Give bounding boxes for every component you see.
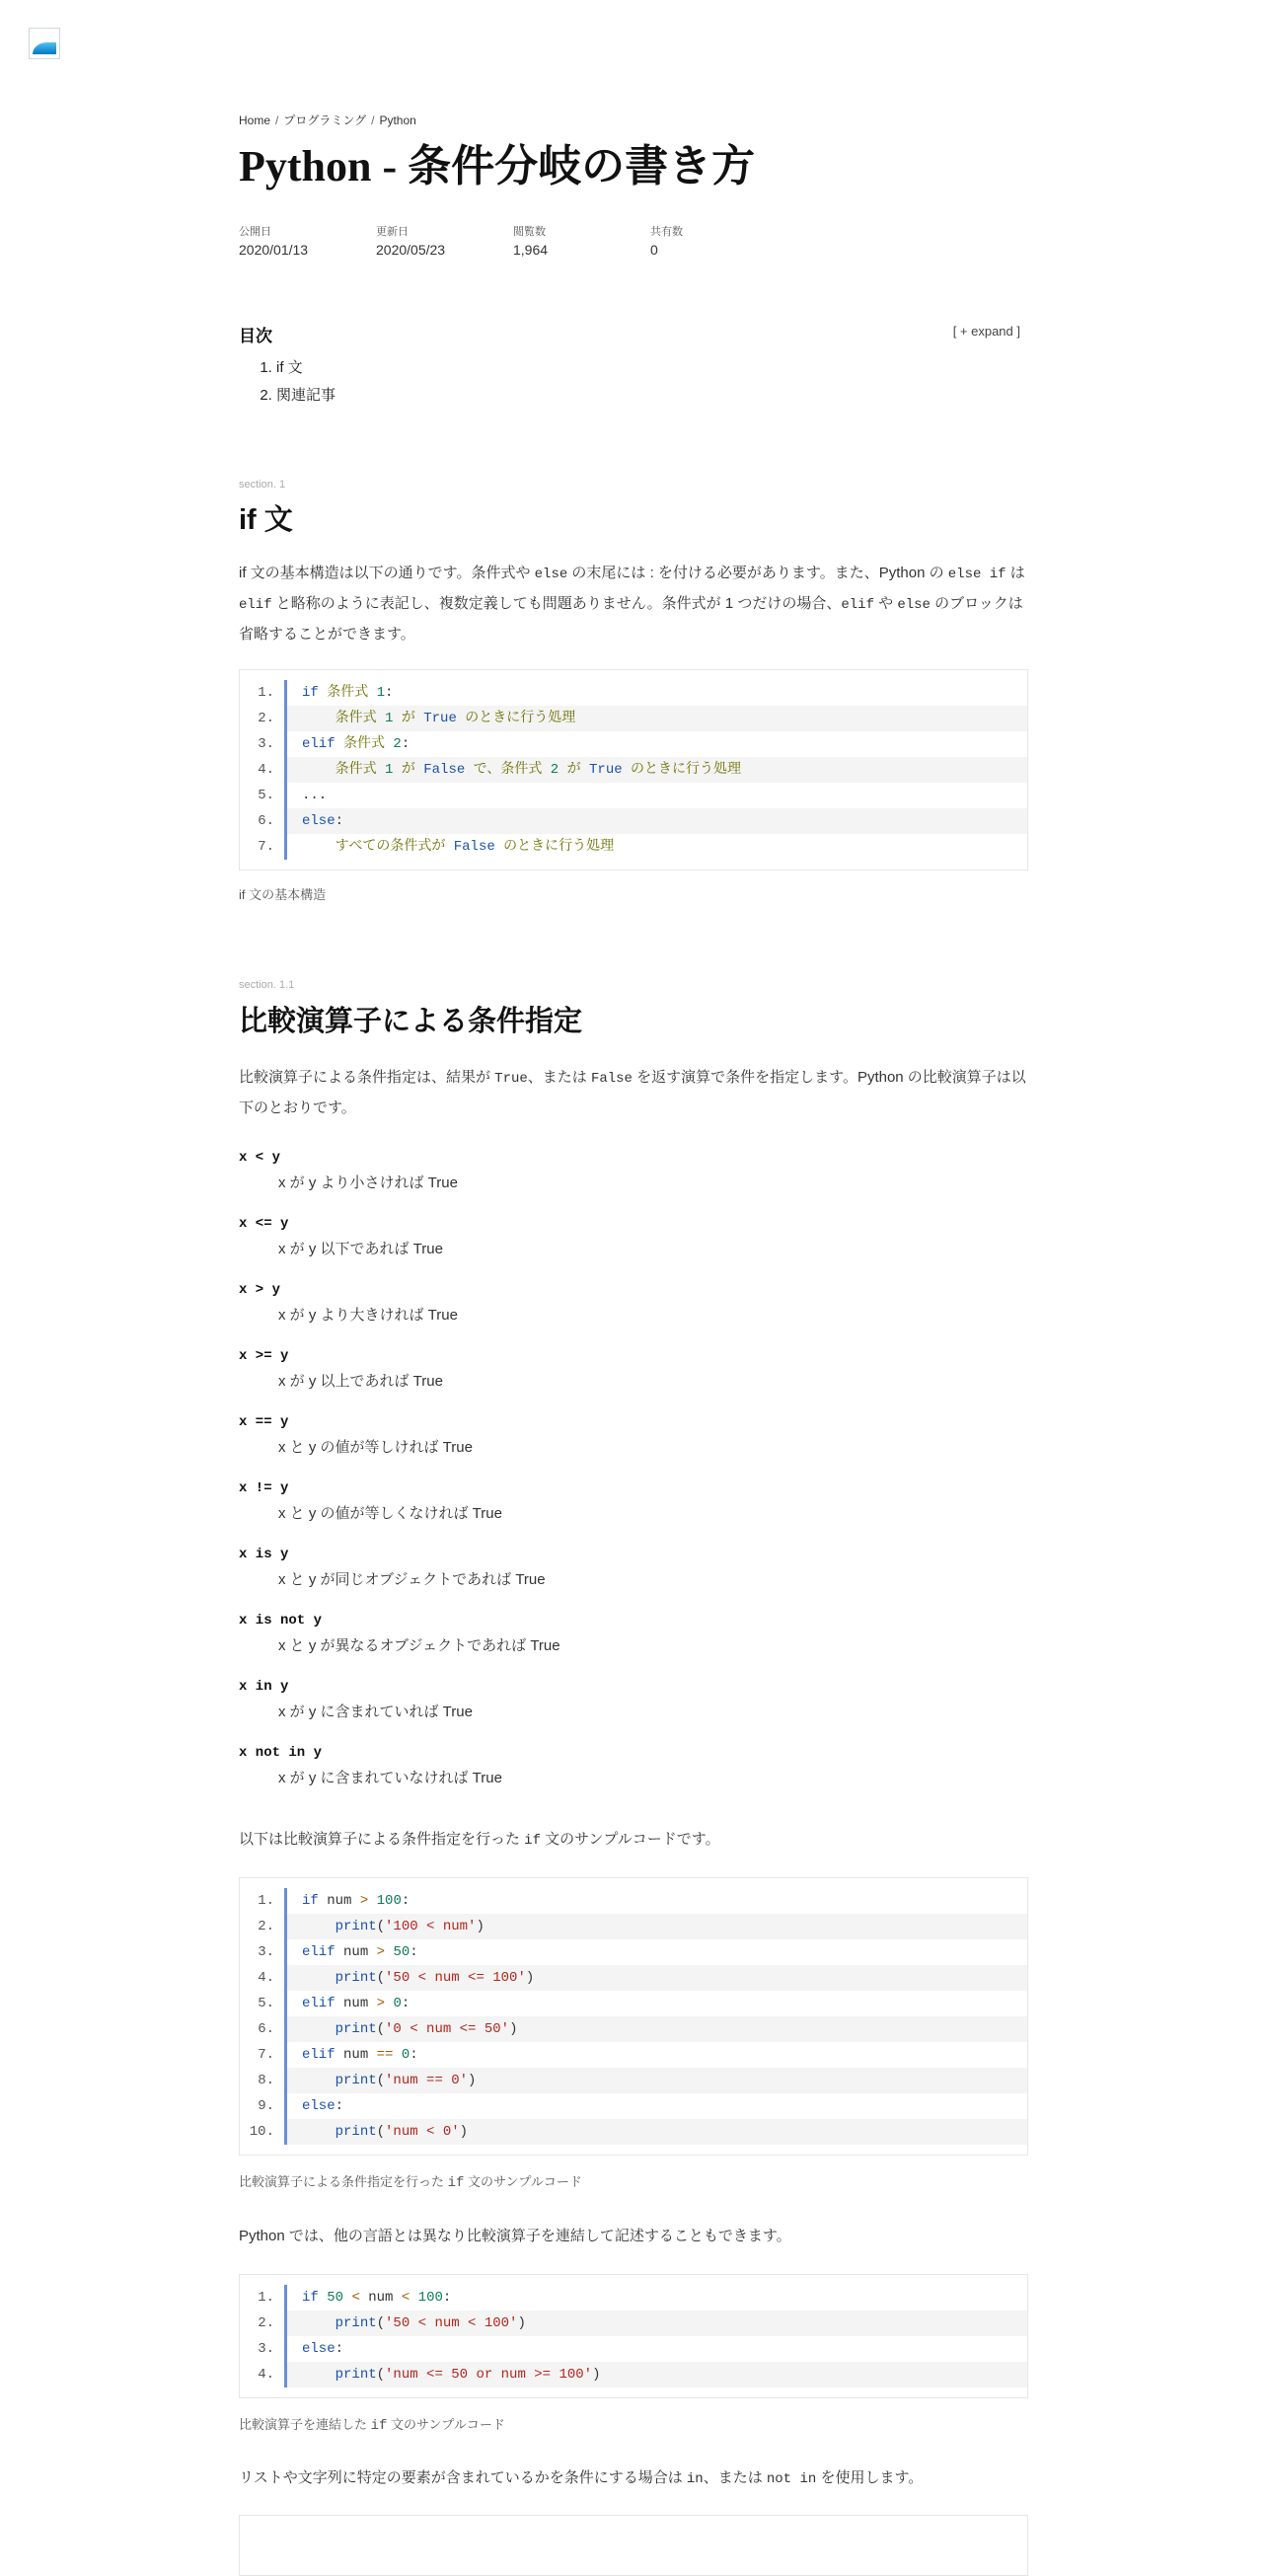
code-token: 1 [376, 685, 386, 701]
section-label: section. 1 [239, 479, 286, 491]
code-token [302, 2315, 335, 2331]
code-token [393, 711, 401, 726]
text-run: や [873, 595, 898, 612]
code-token: True [589, 762, 623, 778]
code-token: < [401, 2290, 410, 2306]
code-text [287, 2285, 1027, 2311]
code-token [495, 839, 503, 855]
meta-views-label: 閲覧数 [513, 226, 546, 238]
operator-list [239, 1145, 1028, 1791]
text-run: 、または [527, 1069, 591, 1086]
code-token [581, 762, 589, 778]
code-token: num [318, 1893, 360, 1909]
code-token [393, 762, 401, 778]
code-token: print [335, 2124, 377, 2140]
text-run: 文のサンプルコードです。 [540, 1831, 720, 1848]
inline-code: False [590, 1071, 633, 1087]
text-run: と略称のように表記し、複数定義しても問題ありません。条件式が 1 つだけの場合、 [271, 595, 842, 612]
code-line [240, 1965, 1027, 1991]
code-token: のときに行う処理 [631, 762, 742, 778]
code-token: ( [376, 2021, 386, 2037]
code-caption [239, 2171, 582, 2191]
code-token: else [302, 2098, 335, 2114]
code-line [240, 2311, 1027, 2336]
code-token: else [302, 2341, 335, 2357]
inline-code: not in [766, 2471, 817, 2487]
inline-code: if [370, 2418, 388, 2434]
code-token: if [302, 685, 319, 701]
code-token [302, 2367, 335, 2383]
table-of-contents [239, 322, 1028, 410]
code-token: ( [376, 1970, 386, 1986]
text-run: 比較演算子を連結した [239, 2417, 371, 2432]
text-run: Python では、他の言語とは異なり比較演算子を連結して記述することもできます。 [239, 2228, 791, 2244]
code-token [465, 762, 473, 778]
code-text [287, 731, 1027, 757]
code-token: if [302, 1893, 319, 1909]
meta-updated-value: 2020/05/23 [376, 242, 446, 258]
code-text [287, 2093, 1027, 2119]
code-token: > [359, 1893, 369, 1909]
code-token [302, 711, 335, 726]
code-line [240, 1939, 1027, 1965]
code-token: ( [376, 1919, 386, 1934]
toc-item-related[interactable]: 2. 関連記事 [276, 382, 1028, 410]
code-token: が [401, 711, 415, 726]
code-token: if [302, 2290, 319, 2306]
line-number: 3. [240, 1939, 287, 1965]
operator-description: x と y が異なるオブジェクトであれば True [278, 1637, 560, 1654]
section-label: section. 1.1 [239, 979, 295, 991]
code-token: elif [302, 1944, 335, 1960]
text-run: リストや文字列に特定の要素が含まれているかを条件にする場合は [239, 2469, 687, 2486]
code-line [240, 834, 1027, 860]
code-token: 1 [385, 711, 394, 726]
code-token [410, 2290, 417, 2306]
line-number: 10. [240, 2119, 287, 2145]
code-token [302, 2124, 335, 2140]
text-run: の末尾には : を付ける必要があります。また、Python の [567, 565, 948, 581]
text-run: を使用します。 [816, 2469, 924, 2486]
code-token [415, 711, 423, 726]
code-line [240, 1914, 1027, 1939]
section-paragraph [239, 1063, 1028, 1122]
code-token: : [401, 736, 410, 752]
code-token: print [335, 2315, 377, 2331]
code-line [240, 2068, 1027, 2093]
code-token: 0 [401, 2047, 410, 2063]
meta-published-label: 公開日 [239, 226, 271, 238]
code-token [542, 762, 550, 778]
code-token: True [423, 711, 457, 726]
code-token: 0 [393, 1996, 402, 2011]
code-token: で、条件式 [473, 762, 543, 778]
operator-term: x < y [239, 1150, 281, 1166]
inline-code: else [897, 597, 931, 613]
code-token: のときに行う処理 [503, 839, 615, 855]
code-token [302, 839, 335, 855]
line-number: 7. [240, 2042, 287, 2068]
inline-code: if [447, 2175, 465, 2191]
code-line [240, 2285, 1027, 2311]
code-line [240, 731, 1027, 757]
line-number: 1. [240, 1888, 287, 1914]
code-token: elif [302, 736, 335, 752]
code-line [240, 2016, 1027, 2042]
code-token: 条件式 [343, 736, 386, 752]
article-meta [239, 223, 787, 258]
code-token: print [335, 1919, 377, 1934]
code-token: < [351, 2290, 360, 2306]
section-paragraph [239, 2463, 1028, 2494]
inline-code: else [534, 567, 568, 582]
code-token [302, 2073, 335, 2088]
code-line [240, 1888, 1027, 1914]
operator-description: x が y に含まれていれば True [278, 1704, 473, 1720]
line-number: 6. [240, 2016, 287, 2042]
code-token: 2 [550, 762, 559, 778]
code-line [240, 2336, 1027, 2362]
meta-views-value: 1,964 [513, 242, 549, 258]
text-run: if 文の基本構造は以下の通りです。条件式や [239, 565, 535, 581]
code-token: '50 < num <= 100' [385, 1970, 526, 1986]
section-paragraph [239, 1825, 1028, 1856]
operator-term: x > y [239, 1282, 281, 1298]
line-number: 4. [240, 1965, 287, 1991]
code-block-partial [239, 2515, 1028, 2576]
code-token [559, 762, 566, 778]
text-run: 比較演算子による条件指定を行った [239, 2174, 448, 2189]
section-paragraph [239, 2222, 1028, 2250]
operator-description: x が y より小さければ True [278, 1174, 458, 1191]
code-caption [239, 2414, 505, 2434]
meta-published [239, 223, 376, 258]
code-token: print [335, 2021, 377, 2037]
code-text [287, 2068, 1027, 2093]
code-token: : [335, 813, 344, 829]
code-token [377, 711, 385, 726]
code-block-comparison [239, 1877, 1028, 2156]
code-token: 'num < 0' [385, 2124, 460, 2140]
code-text [287, 2362, 1027, 2387]
code-token: '50 < num < 100' [385, 2315, 518, 2331]
inline-code: else if [947, 567, 1006, 582]
code-token: 条件式 [327, 685, 369, 701]
code-token [302, 1919, 335, 1934]
code-text [287, 706, 1027, 731]
code-token [319, 685, 327, 701]
code-text [287, 680, 1027, 706]
code-token: num [335, 2047, 377, 2063]
toc-item-if[interactable]: 1. if 文 [276, 354, 1028, 382]
code-token: ( [376, 2315, 386, 2331]
code-token: ( [376, 2367, 386, 2383]
code-token: が [566, 762, 581, 778]
code-line [240, 2093, 1027, 2119]
code-token: : [401, 1893, 410, 1909]
code-line [240, 808, 1027, 834]
inline-code: elif [239, 597, 272, 613]
code-token: ( [376, 2073, 386, 2088]
code-token [319, 2290, 327, 2306]
code-text [287, 2016, 1027, 2042]
line-number: 6. [240, 808, 287, 834]
code-block-if-structure [239, 669, 1028, 871]
code-token: 'num <= 50 or num >= 100' [385, 2367, 593, 2383]
code-token [335, 736, 343, 752]
page-title: Python - 条件分岐の書き方 [239, 142, 756, 190]
operator-description: x と y が同じオブジェクトであれば True [278, 1571, 546, 1588]
code-token: ) [517, 2315, 526, 2331]
meta-shares-label: 共有数 [650, 226, 683, 238]
inline-code: in [686, 2471, 704, 2487]
operator-description: x が y より大きければ True [278, 1307, 458, 1324]
code-token: print [335, 1970, 377, 1986]
inline-code: if [524, 1833, 541, 1849]
code-line [240, 2042, 1027, 2068]
line-number: 5. [240, 783, 287, 808]
code-token: '0 < num <= 50' [385, 2021, 510, 2037]
code-token [393, 2047, 401, 2063]
code-token: num [335, 1996, 377, 2011]
code-token: : [335, 2098, 344, 2114]
line-number: 2. [240, 2311, 287, 2336]
code-text [287, 1965, 1027, 1991]
code-text [287, 783, 1027, 808]
code-token: == [376, 2047, 394, 2063]
line-number: 4. [240, 757, 287, 783]
code-token: : [442, 2290, 452, 2306]
operator-term: x is y [239, 1547, 289, 1562]
code-text [287, 1914, 1027, 1939]
code-token [302, 2021, 335, 2037]
breadcrumb-python[interactable]: Python [379, 114, 416, 127]
code-text [287, 1888, 1027, 1914]
code-block-chained [239, 2274, 1028, 2398]
code-line [240, 757, 1027, 783]
operator-description: x が y 以上であれば True [278, 1373, 443, 1390]
code-token: : [401, 1996, 410, 2011]
code-token: が [401, 762, 415, 778]
line-number: 2. [240, 1914, 287, 1939]
code-token: ) [525, 1970, 535, 1986]
meta-views [513, 223, 650, 258]
code-token: 100 [376, 1893, 402, 1909]
code-token: ) [476, 1919, 484, 1934]
code-token: > [376, 1944, 386, 1960]
breadcrumb-separator: / [371, 114, 375, 127]
code-token [445, 839, 453, 855]
code-token: ) [509, 2021, 518, 2037]
operator-term: x == y [239, 1414, 289, 1430]
operator-term: x is not y [239, 1613, 323, 1629]
toc-list [239, 354, 1028, 410]
meta-updated [376, 223, 513, 258]
code-token: elif [302, 1996, 335, 2011]
code-token: : [410, 1944, 418, 1960]
text-run: 比較演算子による条件指定は、結果が [239, 1069, 495, 1086]
code-caption [239, 884, 326, 903]
code-token: print [335, 2073, 377, 2088]
code-token [377, 762, 385, 778]
section-title-if: if 文 [239, 504, 293, 536]
code-line [240, 706, 1027, 731]
code-text [287, 2336, 1027, 2362]
code-token: num [359, 2290, 402, 2306]
text-run: は [1006, 565, 1025, 581]
line-number: 3. [240, 731, 287, 757]
code-token [457, 711, 465, 726]
inline-code: elif [841, 597, 874, 613]
meta-updated-label: 更新日 [376, 226, 409, 238]
code-token: 50 [327, 2290, 344, 2306]
text-run: 文のサンプルコード [387, 2417, 505, 2432]
code-text [287, 1939, 1027, 1965]
site-logo-icon[interactable] [29, 28, 60, 59]
code-token: else [302, 813, 335, 829]
code-token: ... [302, 788, 328, 803]
operator-description: x と y の値が等しくなければ True [278, 1505, 502, 1522]
line-number: 9. [240, 2093, 287, 2119]
line-number: 4. [240, 2362, 287, 2387]
code-text [287, 2042, 1027, 2068]
line-number: 3. [240, 2336, 287, 2362]
code-token [368, 1893, 376, 1909]
code-text [287, 808, 1027, 834]
text-run: のブロックは省略することができます。 [239, 595, 1023, 643]
code-text [287, 2311, 1027, 2336]
code-text [287, 1991, 1027, 2016]
code-line [240, 2362, 1027, 2387]
code-token [415, 762, 423, 778]
code-token: False [423, 762, 466, 778]
code-token: 50 [393, 1944, 410, 1960]
code-token: 2 [393, 736, 402, 752]
code-token: num [335, 1944, 377, 1960]
code-line [240, 1991, 1027, 2016]
breadcrumb-home[interactable]: Home [239, 114, 271, 127]
meta-published-value: 2020/01/13 [239, 242, 309, 258]
code-token: のときに行う処理 [465, 711, 576, 726]
toc-expand-button[interactable]: [ + expand ] [952, 324, 1020, 339]
operator-description: x が y 以下であれば True [278, 1241, 443, 1257]
code-line [240, 680, 1027, 706]
code-token: 条件式 [335, 711, 377, 726]
code-token [302, 1970, 335, 1986]
line-number: 2. [240, 706, 287, 731]
code-token [368, 685, 376, 701]
code-token: False [453, 839, 495, 855]
breadcrumb-separator: / [275, 114, 279, 127]
code-line [240, 2119, 1027, 2145]
code-token [623, 762, 631, 778]
code-text [287, 2119, 1027, 2145]
code-text [287, 757, 1027, 783]
operator-term: x != y [239, 1480, 289, 1496]
code-token: : [335, 2341, 344, 2357]
breadcrumb [239, 112, 416, 128]
code-token: > [376, 1996, 386, 2011]
operator-term: x <= y [239, 1216, 289, 1232]
code-token: ) [459, 2124, 469, 2140]
line-number: 8. [240, 2068, 287, 2093]
inline-code: True [494, 1071, 528, 1087]
operator-description: x が y に含まれていなければ True [278, 1770, 502, 1786]
code-token: print [335, 2367, 377, 2383]
operator-term: x not in y [239, 1745, 323, 1761]
code-token: ( [376, 2124, 386, 2140]
code-token: 1 [385, 762, 394, 778]
code-token: 100 [417, 2290, 443, 2306]
line-number: 1. [240, 2285, 287, 2311]
code-token: 'num == 0' [385, 2073, 469, 2088]
text-run: if 文の基本構造 [239, 887, 327, 902]
code-token: ) [468, 2073, 477, 2088]
operator-description: x と y の値が等しければ True [278, 1439, 473, 1456]
code-token: すべての条件式が [335, 839, 446, 855]
line-number: 5. [240, 1991, 287, 2016]
logo-wave [33, 42, 56, 54]
toc-title: 目次 [239, 327, 272, 345]
section-title-comparison: 比較演算子による条件指定 [239, 1006, 583, 1037]
text-run: を返す演算で条件を指定します。Python の比較演算子は以下のとおりです。 [239, 1069, 1026, 1116]
section-paragraph [239, 559, 1028, 648]
text-run: 、または [703, 2469, 767, 2486]
code-token: elif [302, 2047, 335, 2063]
line-number: 7. [240, 834, 287, 860]
text-run: 以下は比較演算子による条件指定を行った [239, 1831, 525, 1848]
meta-shares-value: 0 [650, 242, 658, 258]
code-token: '100 < num' [385, 1919, 477, 1934]
code-token: : [385, 685, 394, 701]
code-token: ) [592, 2367, 601, 2383]
text-run: 文のサンプルコード [464, 2174, 582, 2189]
meta-shares [650, 223, 787, 258]
breadcrumb-programming[interactable]: プログラミング [283, 114, 367, 127]
line-number: 1. [240, 680, 287, 706]
code-text [287, 834, 1027, 860]
code-token: 条件式 [335, 762, 377, 778]
code-token: : [410, 2047, 418, 2063]
code-token [302, 762, 335, 778]
code-line [240, 783, 1027, 808]
operator-term: x in y [239, 1679, 289, 1695]
operator-term: x >= y [239, 1348, 289, 1364]
